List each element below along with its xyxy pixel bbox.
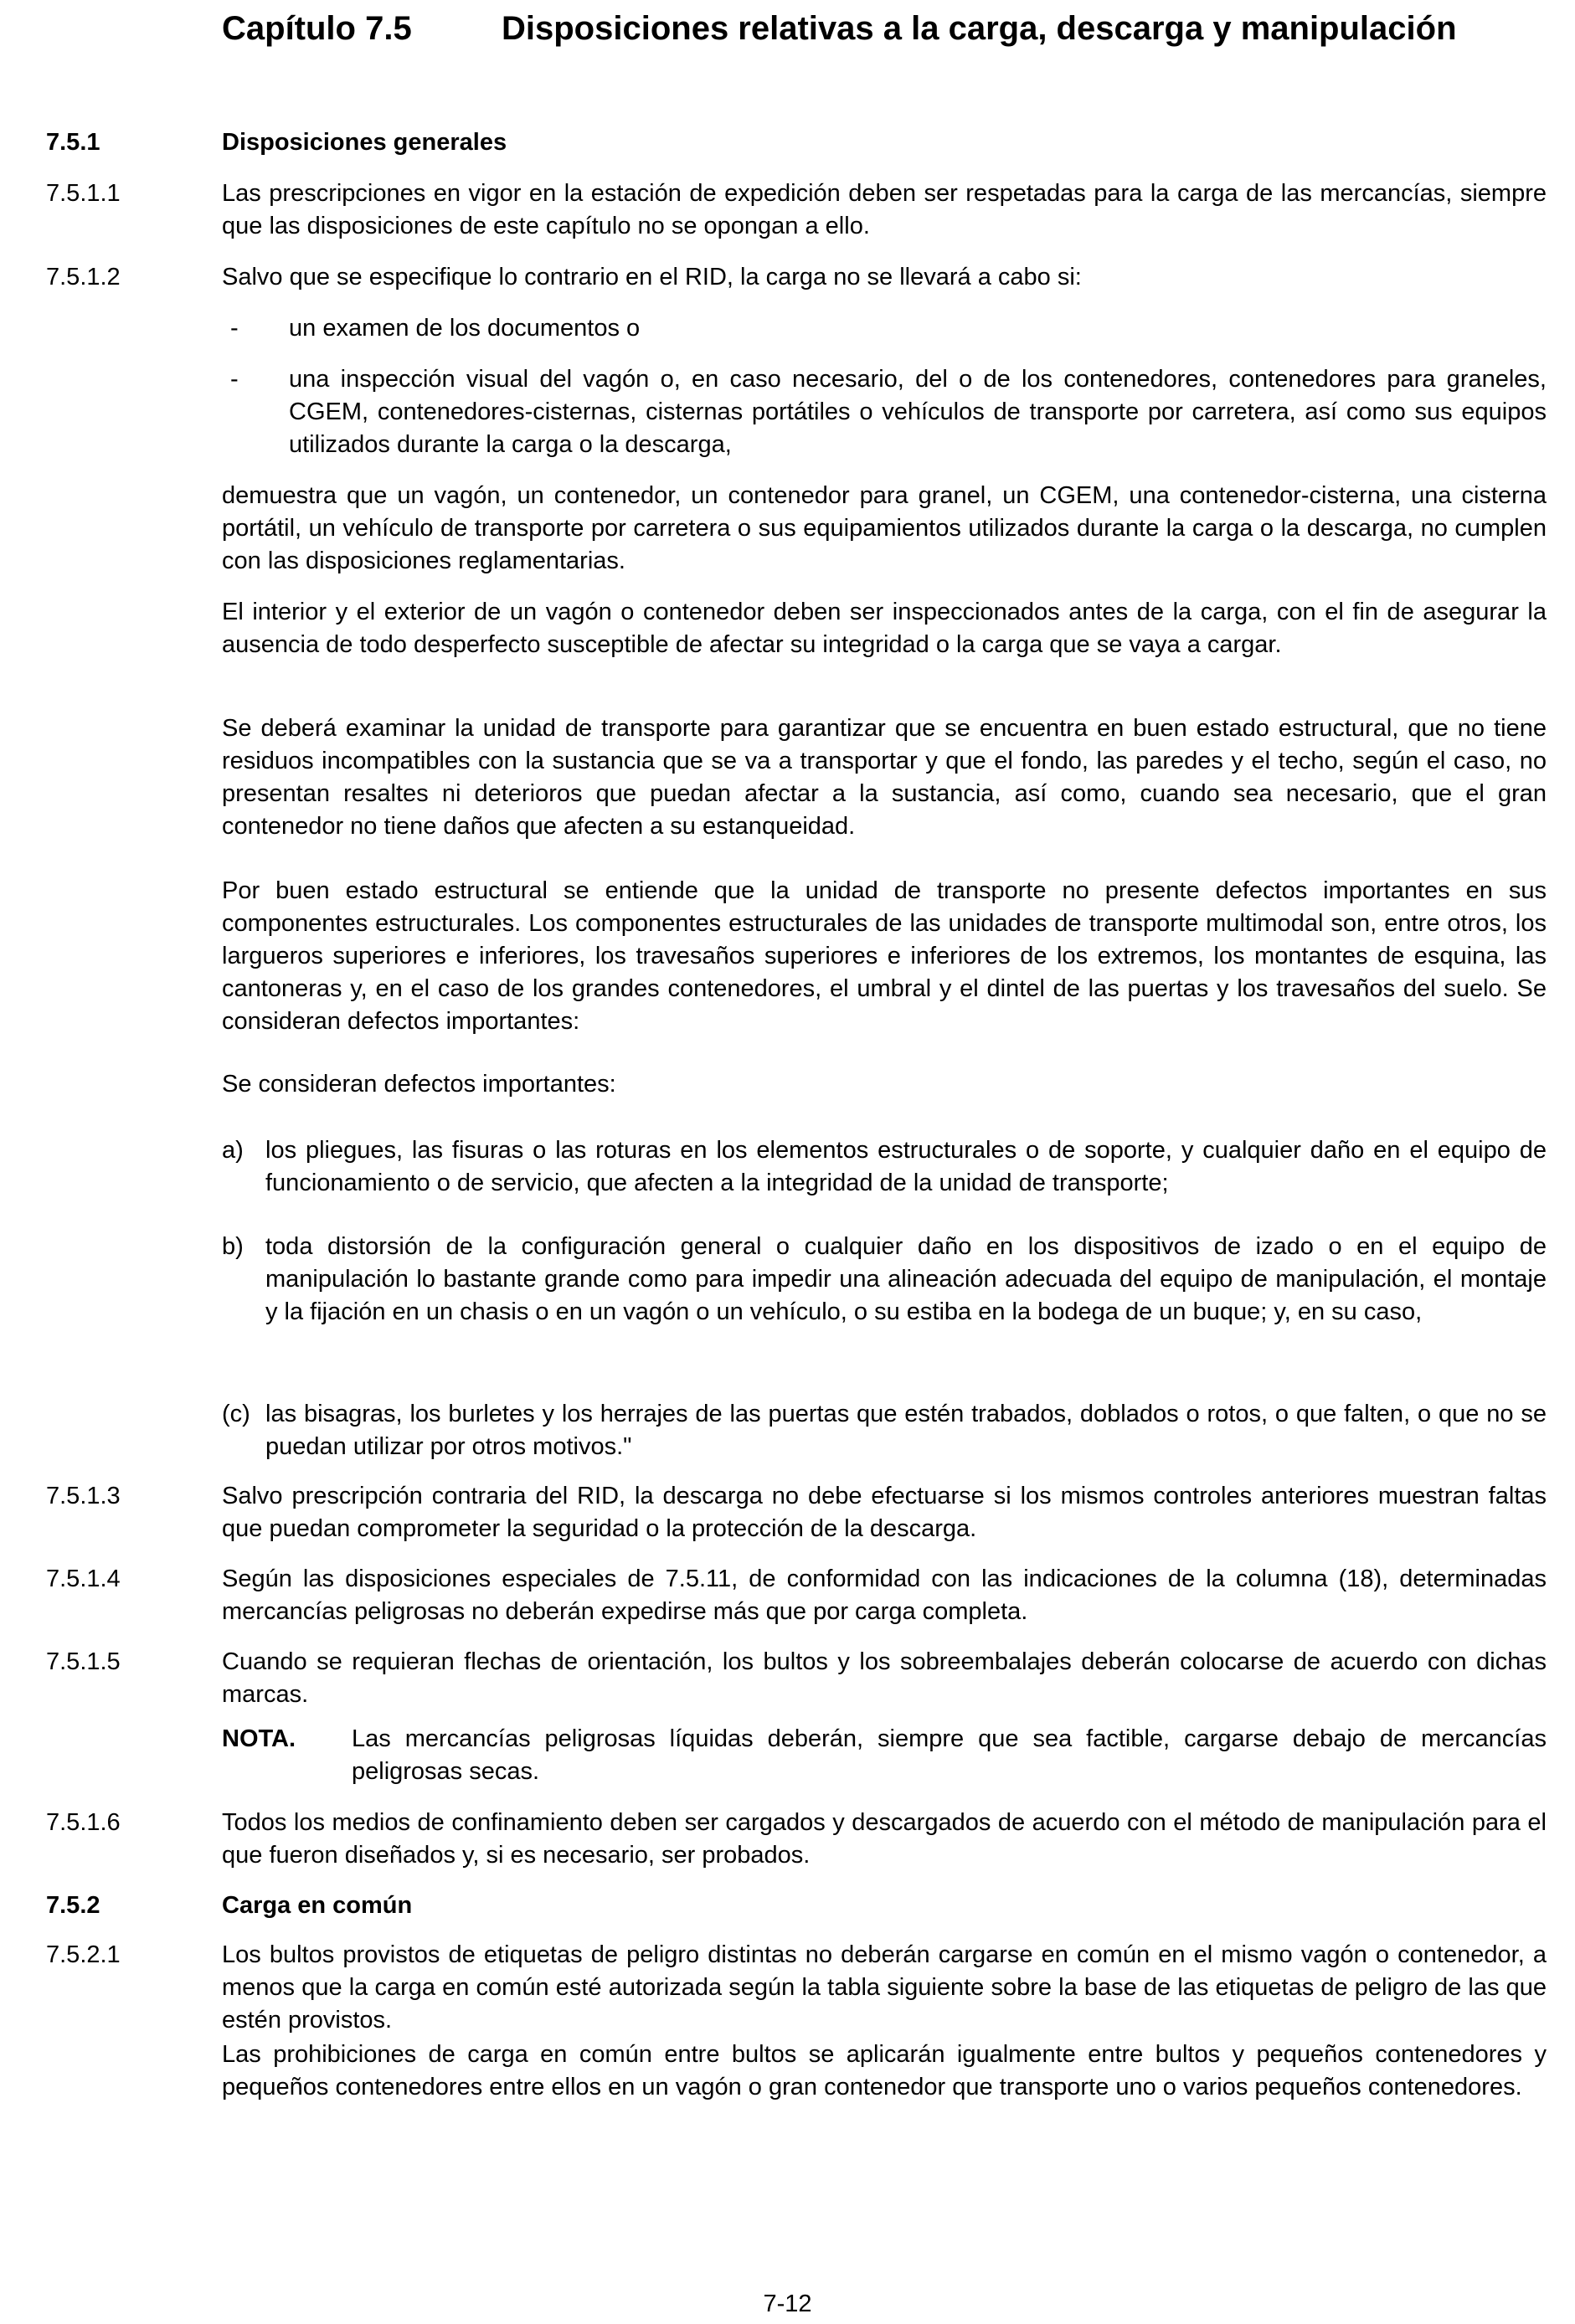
list-marker: -: [230, 315, 239, 342]
list-marker: a): [222, 1137, 244, 1164]
list-marker: -: [230, 366, 239, 393]
section-number: 7.5.1.2: [46, 264, 121, 290]
note-text: Las mercancías peligrosas líquidas deberán, siempre que sea factible, cargarse debajo de mercancías peligrosas secas.: [352, 1725, 1547, 1785]
section-number: 7.5.1: [46, 129, 100, 156]
section-number: 7.5.1.6: [46, 1809, 121, 1836]
list-item-text: los pliegues, las fisuras o las roturas en los elementos estructurales o de soporte, y cualquier daño en el equipo de funcionamiento o de servicio, que afecten a la integridad de la unidad de transporte;: [265, 1137, 1547, 1196]
page-number: 7-12: [763, 2291, 812, 2317]
paragraph: Se consideran defectos importantes:: [222, 1071, 616, 1098]
list-item-text: toda distorsión de la configuración general o cualquier daño en los dispositivos de izado o en el equipo de manipulación lo bastante grande como para impedir una alineación adecuada del equipo de manipulación, el montaje y la fijación en un chasis o en un vagón o un vehículo, o su estiba en la bodega de un buque; y, en su caso,: [265, 1233, 1547, 1325]
paragraph: Las prohibiciones de carga en común entre bultos se aplicarán igualmente entre bultos y pequeños contenedores y pequeños contenedores entre ellos en un vagón o gran contenedor que transporte uno o varios pequeños contenedores.: [222, 2041, 1547, 2100]
section-number: 7.5.1.1: [46, 180, 121, 207]
chapter-number: Capítulo 7.5: [222, 10, 412, 47]
paragraph: Se deberá examinar la unidad de transporte para garantizar que se encuentra en buen estado estructural, que no tiene residuos incompatibles con la sustancia que se va a transportar y que el fondo, las paredes y el techo, según el caso, no presentan resaltes ni deterioros que puedan afectar a la sustancia, así como, cuando sea necesario, que el gran contenedor no tiene daños que afecten a su estanqueidad.: [222, 715, 1547, 840]
paragraph: demuestra que un vagón, un contenedor, un contenedor para granel, un CGEM, una contenedor-cisterna, una cisterna portátil, un vehículo de transporte por carretera o sus equipamientos utilizados durante la carga o la descarga, no cumplen con las disposiciones reglamentarias.: [222, 482, 1547, 574]
section-text: Cuando se requieran flechas de orientación, los bultos y los sobreembalajes deberán colocarse de acuerdo con dichas marcas.: [222, 1648, 1547, 1708]
list-marker: b): [222, 1233, 244, 1260]
list-item-text: un examen de los documentos o: [289, 315, 641, 342]
section-heading: Disposiciones generales: [222, 129, 507, 156]
list-item-text: las bisagras, los burletes y los herrajes de las puertas que estén trabados, doblados o rotos, o que falten, o que no se puedan utilizar por otros motivos.": [265, 1401, 1547, 1460]
section-text: Todos los medios de confinamiento deben ser cargados y descargados de acuerdo con el método de manipulación para el que fueron diseñados y, si es necesario, ser probados.: [222, 1809, 1547, 1869]
section-number: 7.5.2: [46, 1892, 100, 1919]
section-number: 7.5.2.1: [46, 1941, 121, 1968]
section-number: 7.5.1.4: [46, 1566, 121, 1592]
paragraph: Por buen estado estructural se entiende que la unidad de transporte no presente defectos importantes en sus componentes estructurales. Los componentes estructurales de las unidades de transporte multimodal son, entre otros, los largueros superiores e inferiores, los travesaños superiores e inferiores de los extremos, los montantes de esquina, las cantoneras y, en el caso de los grandes contenedores, el umbral y el dintel de las puertas y los travesaños del suelo. Se consideran defectos importantes:: [222, 877, 1547, 1035]
chapter-title: Disposiciones relativas a la carga, descarga y manipulación: [502, 10, 1457, 47]
section-text: Salvo prescripción contraria del RID, la descarga no debe efectuarse si los mismos controles anteriores muestran faltas que puedan comprometer la seguridad o la protección de la descarga.: [222, 1483, 1547, 1542]
note-label: NOTA.: [222, 1725, 296, 1752]
section-text: Según las disposiciones especiales de 7.5.11, de conformidad con las indicaciones de la columna (18), determinadas mercancías peligrosas no deberán expedirse más que por carga completa.: [222, 1566, 1547, 1625]
section-number: 7.5.1.3: [46, 1483, 121, 1509]
section-text: Las prescripciones en vigor en la estación de expedición deben ser respetadas para la carga de las mercancías, siempre que las disposiciones de este capítulo no se opongan a ello.: [222, 180, 1547, 239]
section-number: 7.5.1.5: [46, 1648, 121, 1675]
section-heading: Carga en común: [222, 1892, 413, 1919]
list-marker: (c): [222, 1401, 250, 1427]
list-item-text: una inspección visual del vagón o, en caso necesario, del o de los contenedores, contenedores para graneles, CGEM, contenedores-cisternas, cisternas portátiles o vehículos de transporte por carretera, así como sus equipos utilizados durante la carga o la descarga,: [289, 366, 1547, 458]
section-text: Los bultos provistos de etiquetas de peligro distintas no deberán cargarse en común en el mismo vagón o contenedor, a menos que la carga en común esté autorizada según la tabla siguiente sobre la base de las etiquetas de peligro de las que estén provistos.: [222, 1941, 1547, 2034]
section-text: Salvo que se especifique lo contrario en el RID, la carga no se llevará a cabo si:: [222, 264, 1082, 290]
paragraph: El interior y el exterior de un vagón o contenedor deben ser inspeccionados antes de la carga, con el fin de asegurar la ausencia de todo desperfecto susceptible de afectar su integridad o la carga que se vaya a cargar.: [222, 599, 1547, 658]
